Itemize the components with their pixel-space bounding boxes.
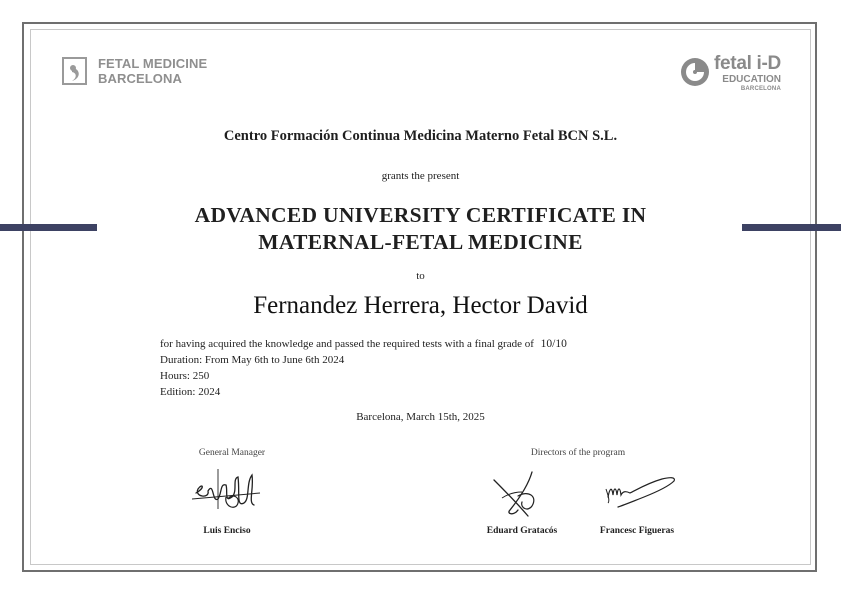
general-manager-role: General Manager bbox=[198, 448, 266, 458]
fetal-medicine-barcelona-logo bbox=[60, 54, 207, 88]
fetal-id-education-logo bbox=[680, 54, 781, 93]
certificate-details bbox=[160, 336, 567, 400]
education-label: EDUCATION bbox=[722, 74, 781, 85]
to-text: to bbox=[416, 270, 425, 282]
hours-text: Hours: 250 bbox=[160, 370, 210, 382]
certificate-title-line-2: MATERNAL-FETAL MEDICINE bbox=[258, 230, 583, 254]
duration-text: Duration: From May 6th to June 6th 2024 bbox=[160, 354, 345, 366]
certificate-title-line-1: ADVANCED UNIVERSITY CERTIFICATE IN bbox=[194, 203, 647, 227]
grants-text: grants the present bbox=[381, 170, 460, 182]
final-grade: 10/10 bbox=[540, 338, 567, 350]
edition-text: Edition: 2024 bbox=[160, 386, 221, 398]
signer-name-eduard-gratacos: Eduard Gratacós bbox=[486, 526, 558, 536]
fetal-id-brand: fetal i-D bbox=[714, 53, 781, 74]
issuer-name: Centro Formación Continua Medicina Materno Fetal BCN S.L. bbox=[223, 128, 618, 144]
certificate-title bbox=[0, 202, 841, 256]
place-and-date: Barcelona, March 15th, 2025 bbox=[356, 411, 485, 423]
eduard-gratacos-signature bbox=[488, 466, 548, 527]
fetal-id-logo-icon bbox=[680, 57, 710, 87]
achievement-line bbox=[160, 336, 567, 352]
logo-line-2: BARCELONA bbox=[98, 71, 182, 86]
barcelona-label: BARCELONA bbox=[740, 86, 781, 92]
fetal-medicine-logo-icon bbox=[60, 54, 90, 88]
signer-name-luis-enciso: Luis Enciso bbox=[203, 526, 251, 536]
logo-line-1: FETAL MEDICINE bbox=[98, 56, 208, 71]
luis-enciso-signature bbox=[188, 463, 268, 526]
recipient-name: Fernandez Herrera, Hector David bbox=[253, 292, 588, 319]
directors-role: Directors of the program bbox=[530, 448, 626, 458]
signer-name-francesc-figueras: Francesc Figueras bbox=[599, 526, 675, 536]
francesc-figueras-signature bbox=[604, 473, 680, 516]
achievement-text: for having acquired the knowledge and passed the required tests with a final grade of bbox=[160, 338, 534, 350]
